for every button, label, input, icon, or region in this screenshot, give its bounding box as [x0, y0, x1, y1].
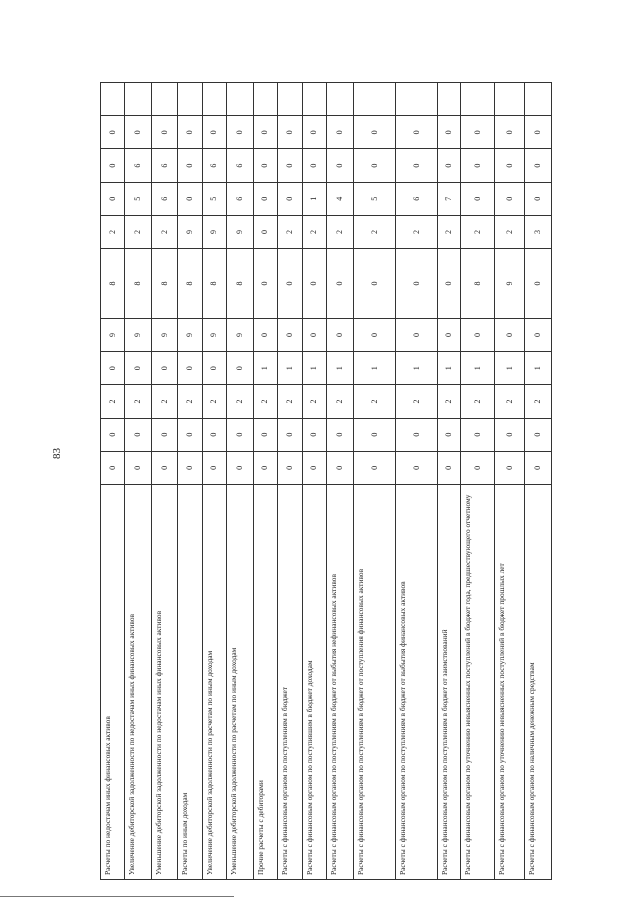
account-code-digit: 8: [461, 249, 495, 319]
account-code-digit: 0: [494, 318, 525, 351]
account-code-digit: 2: [461, 215, 495, 248]
account-code-digit: 0: [253, 249, 277, 319]
table-row: [461, 83, 495, 880]
account-code-digit: 0: [326, 149, 353, 182]
account-code-digit: 0: [326, 116, 353, 149]
account-code-digit: 0: [396, 451, 438, 484]
account-code-digit: 2: [326, 385, 353, 418]
account-code-digit: 0: [101, 182, 125, 215]
empty-cell: [354, 83, 396, 116]
table-row: [227, 83, 253, 880]
account-code-digit: 9: [178, 318, 202, 351]
account-code-digit: 0: [178, 451, 202, 484]
account-code-digit: 0: [396, 249, 438, 319]
account-code-digit: 0: [396, 116, 438, 149]
account-code-digit: 0: [302, 451, 326, 484]
account-code-digit: 0: [278, 116, 302, 149]
account-code-digit: 1: [326, 352, 353, 385]
account-code-digit: 0: [278, 318, 302, 351]
account-code-digit: 0: [227, 116, 253, 149]
empty-cell: [326, 83, 353, 116]
account-name: Расчеты с финансовым органом по поступлениям в бюджет от поступления финансовых активов: [354, 484, 396, 879]
account-code-digit: 0: [326, 249, 353, 319]
account-code-digit: 0: [494, 451, 525, 484]
empty-cell: [396, 83, 438, 116]
account-code-digit: 0: [227, 418, 253, 451]
account-code-digit: 0: [396, 149, 438, 182]
account-code-digit: 0: [101, 418, 125, 451]
page-number: 83: [51, 448, 63, 459]
account-code-digit: 1: [525, 352, 552, 385]
account-code-digit: 2: [202, 385, 226, 418]
account-name: Уменьшение дебиторской задолженности по расчетам по иным доходам: [227, 484, 253, 879]
account-code-digit: 5: [202, 182, 226, 215]
account-code-digit: 2: [354, 215, 396, 248]
account-name: Расчеты по иным доходам: [178, 484, 202, 879]
account-code-digit: 2: [494, 215, 525, 248]
account-code-digit: 0: [354, 451, 396, 484]
account-name: Расчеты с финансовым органом по наличным денежным средствам: [525, 484, 552, 879]
account-code-digit: 0: [494, 116, 525, 149]
account-code-digit: 0: [396, 418, 438, 451]
account-code-digit: 2: [125, 385, 151, 418]
empty-cell: [302, 83, 326, 116]
empty-cell: [253, 83, 277, 116]
account-code-digit: 2: [461, 385, 495, 418]
account-code-digit: 0: [354, 116, 396, 149]
table-row: [125, 83, 151, 880]
account-name: Увеличение дебиторской задолженности по недостачам иных финансовых активов: [125, 484, 151, 879]
account-code-digit: 0: [396, 318, 438, 351]
empty-cell: [525, 83, 552, 116]
account-code-digit: 0: [278, 249, 302, 319]
account-code-digit: 8: [125, 249, 151, 319]
account-code-digit: 2: [525, 385, 552, 418]
account-code-digit: 6: [151, 182, 177, 215]
account-code-digit: 0: [202, 418, 226, 451]
account-code-digit: 0: [253, 182, 277, 215]
account-code-digit: 2: [437, 385, 460, 418]
account-code-digit: 0: [302, 116, 326, 149]
page-bottom-rule: [0, 896, 234, 897]
table-row: [326, 83, 353, 880]
account-code-digit: 2: [253, 385, 277, 418]
account-code-digit: 1: [302, 352, 326, 385]
account-code-digit: 0: [202, 451, 226, 484]
account-code-digit: 0: [151, 418, 177, 451]
account-code-digit: 2: [227, 385, 253, 418]
account-code-digit: 2: [125, 215, 151, 248]
account-code-digit: 2: [354, 385, 396, 418]
account-code-digit: 1: [354, 352, 396, 385]
empty-cell: [151, 83, 177, 116]
account-code-digit: 2: [302, 385, 326, 418]
account-code-digit: 0: [354, 418, 396, 451]
account-code-digit: 2: [302, 215, 326, 248]
account-code-digit: 2: [151, 215, 177, 248]
account-code-digit: 8: [178, 249, 202, 319]
account-code-digit: 0: [253, 318, 277, 351]
table-row: [437, 83, 460, 880]
account-code-digit: 9: [227, 318, 253, 351]
account-name: Расчеты с финансовым органом по поступлениям в бюджет от выбытия финансовых активов: [396, 484, 438, 879]
account-code-digit: 6: [202, 149, 226, 182]
account-code-digit: 6: [125, 149, 151, 182]
account-name: Расчеты с финансовым органом по поступлениям в бюджет от выбытия нефинансовых активов: [326, 484, 353, 879]
account-code-digit: 2: [178, 385, 202, 418]
account-code-digit: 8: [151, 249, 177, 319]
account-code-digit: 0: [253, 418, 277, 451]
account-code-digit: 0: [202, 116, 226, 149]
table-row: [151, 83, 177, 880]
account-code-digit: 0: [461, 182, 495, 215]
rotated-page-content: [100, 82, 552, 880]
account-code-digit: 0: [525, 249, 552, 319]
account-code-digit: 0: [437, 318, 460, 351]
empty-cell: [125, 83, 151, 116]
account-code-digit: 0: [178, 352, 202, 385]
account-code-digit: 2: [278, 215, 302, 248]
table-row: [178, 83, 202, 880]
account-code-digit: 0: [178, 418, 202, 451]
empty-cell: [202, 83, 226, 116]
account-code-digit: 0: [101, 451, 125, 484]
account-code-digit: 9: [178, 215, 202, 248]
account-code-digit: 6: [227, 182, 253, 215]
account-name: Расчеты с финансовым органом по уточнению невыясненных поступлений в бюджет прошлых лет: [494, 484, 525, 879]
account-code-digit: 5: [125, 182, 151, 215]
empty-cell: [178, 83, 202, 116]
account-code-digit: 1: [461, 352, 495, 385]
table-row: [354, 83, 396, 880]
account-code-digit: 2: [101, 215, 125, 248]
account-name: Расчеты по недостачам иных финансовых активов: [101, 484, 125, 879]
account-code-digit: 2: [396, 215, 438, 248]
account-code-digit: 4: [326, 182, 353, 215]
account-code-digit: 0: [437, 418, 460, 451]
table-row: [396, 83, 438, 880]
accounts-table: [100, 82, 552, 880]
account-code-digit: 0: [302, 249, 326, 319]
empty-cell: [101, 83, 125, 116]
table-row: [278, 83, 302, 880]
account-code-digit: 7: [437, 182, 460, 215]
account-code-digit: 5: [354, 182, 396, 215]
account-code-digit: 1: [437, 352, 460, 385]
account-code-digit: 6: [151, 149, 177, 182]
empty-cell: [461, 83, 495, 116]
account-code-digit: 0: [461, 418, 495, 451]
account-code-digit: 0: [125, 451, 151, 484]
account-name: Уменьшение дебиторской задолженности по недостачам иных финансовых активов: [151, 484, 177, 879]
account-code-digit: 9: [151, 318, 177, 351]
empty-cell: [227, 83, 253, 116]
account-code-digit: 2: [326, 215, 353, 248]
account-code-digit: 1: [494, 352, 525, 385]
account-code-digit: 0: [354, 318, 396, 351]
account-code-digit: 0: [278, 149, 302, 182]
account-code-digit: 0: [437, 451, 460, 484]
account-code-digit: 0: [101, 149, 125, 182]
account-code-digit: 0: [125, 116, 151, 149]
account-code-digit: 0: [326, 318, 353, 351]
account-code-digit: 0: [278, 451, 302, 484]
account-code-digit: 2: [494, 385, 525, 418]
account-code-digit: 0: [125, 352, 151, 385]
account-name: Прочие расчеты с дебиторами: [253, 484, 277, 879]
account-code-digit: 9: [101, 318, 125, 351]
account-code-digit: 3: [525, 215, 552, 248]
account-code-digit: 0: [227, 451, 253, 484]
table-row: [525, 83, 552, 880]
account-code-digit: 1: [253, 352, 277, 385]
account-code-digit: 2: [101, 385, 125, 418]
account-code-digit: 0: [494, 182, 525, 215]
account-code-digit: 2: [278, 385, 302, 418]
empty-cell: [278, 83, 302, 116]
account-code-digit: 9: [125, 318, 151, 351]
empty-cell: [494, 83, 525, 116]
account-code-digit: 0: [494, 149, 525, 182]
account-code-digit: 1: [278, 352, 302, 385]
table-row: [202, 83, 226, 880]
account-name: Расчеты с финансовым органом по поступившим в бюджет доходам: [302, 484, 326, 879]
account-code-digit: 2: [396, 385, 438, 418]
account-code-digit: 0: [151, 451, 177, 484]
account-name: Увеличение дебиторской задолженности по расчетам по иным доходам: [202, 484, 226, 879]
account-code-digit: 0: [525, 451, 552, 484]
account-code-digit: 0: [354, 249, 396, 319]
account-code-digit: 0: [326, 451, 353, 484]
account-code-digit: 0: [178, 149, 202, 182]
empty-cell: [437, 83, 460, 116]
account-code-digit: 0: [253, 116, 277, 149]
account-code-digit: 1: [396, 352, 438, 385]
account-code-digit: 0: [437, 149, 460, 182]
account-code-digit: 0: [525, 418, 552, 451]
account-code-digit: 0: [461, 116, 495, 149]
account-code-digit: 6: [396, 182, 438, 215]
account-code-digit: 0: [461, 451, 495, 484]
account-code-digit: 0: [101, 116, 125, 149]
account-code-digit: 0: [525, 116, 552, 149]
account-code-digit: 8: [101, 249, 125, 319]
table-row: [494, 83, 525, 880]
account-code-digit: 0: [151, 352, 177, 385]
account-code-digit: 0: [227, 352, 253, 385]
account-code-digit: 2: [437, 215, 460, 248]
account-code-digit: 6: [227, 149, 253, 182]
table-row: [253, 83, 277, 880]
account-code-digit: 9: [494, 249, 525, 319]
account-code-digit: 0: [278, 418, 302, 451]
account-name: Расчеты с финансовым органом по поступлениям в бюджет: [278, 484, 302, 879]
account-code-digit: 9: [202, 318, 226, 351]
account-code-digit: 0: [525, 318, 552, 351]
account-code-digit: 1: [302, 182, 326, 215]
account-code-digit: 8: [202, 249, 226, 319]
account-name: Расчеты с финансовым органом по поступлениям в бюджет от заимствований: [437, 484, 460, 879]
account-code-digit: 2: [151, 385, 177, 418]
account-name: Расчеты с финансовым органом по уточнению невыясненных поступлений в бюджет года, предшествующего отчетному: [461, 484, 495, 879]
account-code-digit: 0: [178, 182, 202, 215]
account-code-digit: 0: [326, 418, 353, 451]
account-code-digit: 0: [437, 249, 460, 319]
account-code-digit: 0: [101, 352, 125, 385]
account-code-digit: 0: [525, 182, 552, 215]
account-code-digit: 0: [302, 149, 326, 182]
account-code-digit: 0: [151, 116, 177, 149]
account-code-digit: 8: [227, 249, 253, 319]
account-code-digit: 0: [302, 418, 326, 451]
account-code-digit: 0: [437, 116, 460, 149]
account-code-digit: 0: [178, 116, 202, 149]
account-code-digit: 9: [227, 215, 253, 248]
account-code-digit: 0: [525, 149, 552, 182]
account-code-digit: 0: [354, 149, 396, 182]
table-row: [101, 83, 125, 880]
account-code-digit: 0: [253, 215, 277, 248]
account-code-digit: 0: [202, 352, 226, 385]
account-code-digit: 0: [253, 451, 277, 484]
account-code-digit: 0: [278, 182, 302, 215]
account-code-digit: 0: [253, 149, 277, 182]
table-row: [302, 83, 326, 880]
account-code-digit: 0: [125, 418, 151, 451]
account-code-digit: 0: [494, 418, 525, 451]
account-code-digit: 0: [302, 318, 326, 351]
account-code-digit: 9: [202, 215, 226, 248]
account-code-digit: 0: [461, 149, 495, 182]
account-code-digit: 0: [461, 318, 495, 351]
